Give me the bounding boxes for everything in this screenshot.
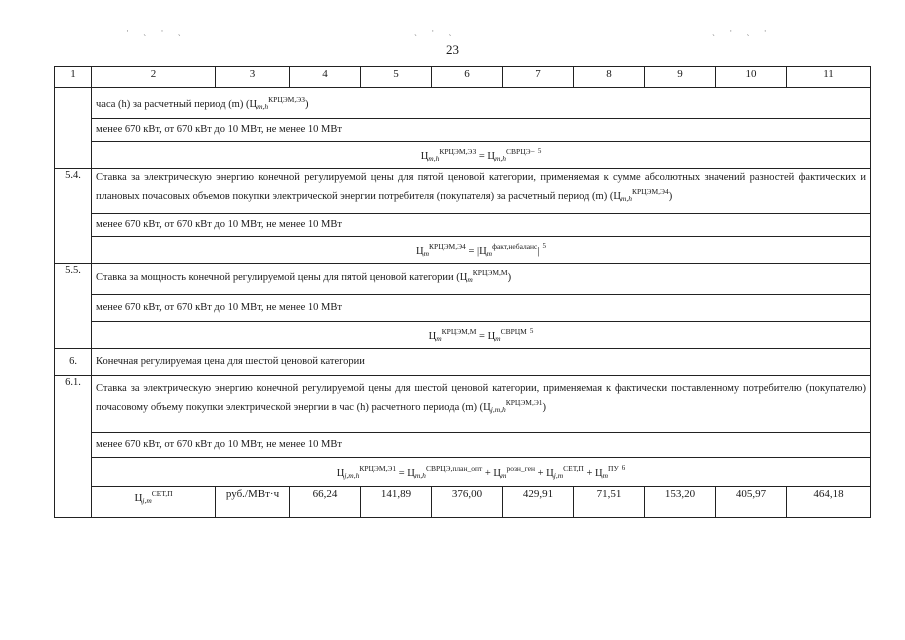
power-range-text: менее 670 кВт, от 670 кВт до 10 МВт, не менее 10 МВт <box>92 295 871 322</box>
column-number: 7 <box>503 67 574 88</box>
row-text: Ставка за электрическую энергию конечной регулируемой цены для шестой ценовой категории, применяемая к фактически поставленному потребителю (покупателю) почасовому объему покупки электрической энергии в час (h) расчетного периода (m) $(Ц_{j,m,h}^{КРЦЭМ,Э1})$ <box>92 376 871 433</box>
row-text: Ставка за мощность конечной регулируемой цены для пятой ценовой категории $(Ц_m^{КРЦЭМ,М})$ <box>92 264 871 295</box>
column-number: 1 <box>55 67 92 88</box>
table-row <box>55 295 871 322</box>
table-row <box>55 433 871 458</box>
value-cell: 141,89 <box>361 487 432 518</box>
row-text: часа (h) за расчетный период (m) $(Ц_{m,h}^{КРЦЭМ,ЭЗ})$ <box>92 88 871 119</box>
value-cell: 153,20 <box>645 487 716 518</box>
power-range-text: менее 670 кВт, от 670 кВт до 10 МВт, не менее 10 МВт <box>92 433 871 458</box>
value-cell: 464,18 <box>787 487 871 518</box>
column-number: 6 <box>432 67 503 88</box>
table-row <box>55 322 871 349</box>
column-number: 3 <box>216 67 290 88</box>
column-number: 5 <box>361 67 432 88</box>
formula: $Ц_{j,m,h}^{КРЦЭМ,Э1} = Ц_{m,h}^{СВРЦЭ,план\_опт} + Ц_m^{розн\_ген} + Ц_{j,m}^{СЕТ,П} + Ц_m^{ПУ}$ $^6$ <box>92 458 871 487</box>
value-cell: 429,91 <box>503 487 574 518</box>
value-cell: 376,00 <box>432 487 503 518</box>
values-row <box>55 487 871 518</box>
table-row <box>55 169 871 214</box>
table-row <box>55 458 871 487</box>
column-number: 9 <box>645 67 716 88</box>
table-row <box>55 237 871 264</box>
table-row <box>55 88 871 119</box>
column-number: 4 <box>290 67 361 88</box>
table-row <box>55 264 871 295</box>
section-title: Конечная регулируемая цена для шестой ценовой категории <box>92 349 871 376</box>
table-row <box>55 142 871 169</box>
page-number: 23 <box>446 42 459 57</box>
table-row <box>55 349 871 376</box>
row-number: 6.1. <box>55 376 92 518</box>
values-label: $Ц_{j,m}^{СЕТ,П}$ <box>92 487 216 518</box>
tariff-table <box>54 66 871 518</box>
scan-specks-right: ˏ · ˎ · <box>712 26 773 36</box>
column-number: 8 <box>574 67 645 88</box>
table-row <box>55 214 871 237</box>
formula: $Ц_m^{КРЦЭМ,М} = Ц_m^{СВРЦМ}$ $^5$ <box>92 322 871 349</box>
table-row <box>55 376 871 433</box>
row-number: 5.5. <box>55 264 92 349</box>
scan-specks-left: · ˏ · ˎ <box>126 26 187 36</box>
scan-specks-mid: ˏ · ˎ <box>414 26 458 36</box>
column-number: 2 <box>92 67 216 88</box>
formula: $Ц_m^{КРЦЭМ,Э4} = |Ц_m^{факт,небаланс}|$ $^5$ <box>92 237 871 264</box>
column-number: 10 <box>716 67 787 88</box>
power-range-text: менее 670 кВт, от 670 кВт до 10 МВт, не менее 10 МВт <box>92 214 871 237</box>
value-cell: 66,24 <box>290 487 361 518</box>
unit-cell: руб./МВт·ч <box>216 487 290 518</box>
column-number-row <box>55 67 871 88</box>
formula: $Ц_{m,h}^{КРЦЭМ,ЭЗ} = Ц_{m,h}^{СВРЦЭ-}$ $^5$ <box>92 142 871 169</box>
row-text: Ставка за электрическую энергию конечной регулируемой цены для пятой ценовой категории, применяемая к сумме абсолютных значений разностей фактических и плановых почасовых объемов покупки электрической энергии потребителя (покупателя) за расчетный период (m) $(Ц_{m,h}^{КРЦЭМ,Э4})$ <box>92 169 871 214</box>
value-cell: 405,97 <box>716 487 787 518</box>
power-range-text: менее 670 кВт, от 670 кВт до 10 МВт, не менее 10 МВт <box>92 119 871 142</box>
table-row <box>55 119 871 142</box>
row-number: 5.4. <box>55 169 92 264</box>
row-number-empty <box>55 88 92 169</box>
value-cell: 71,51 <box>574 487 645 518</box>
column-number: 11 <box>787 67 871 88</box>
row-number: 6. <box>55 349 92 376</box>
